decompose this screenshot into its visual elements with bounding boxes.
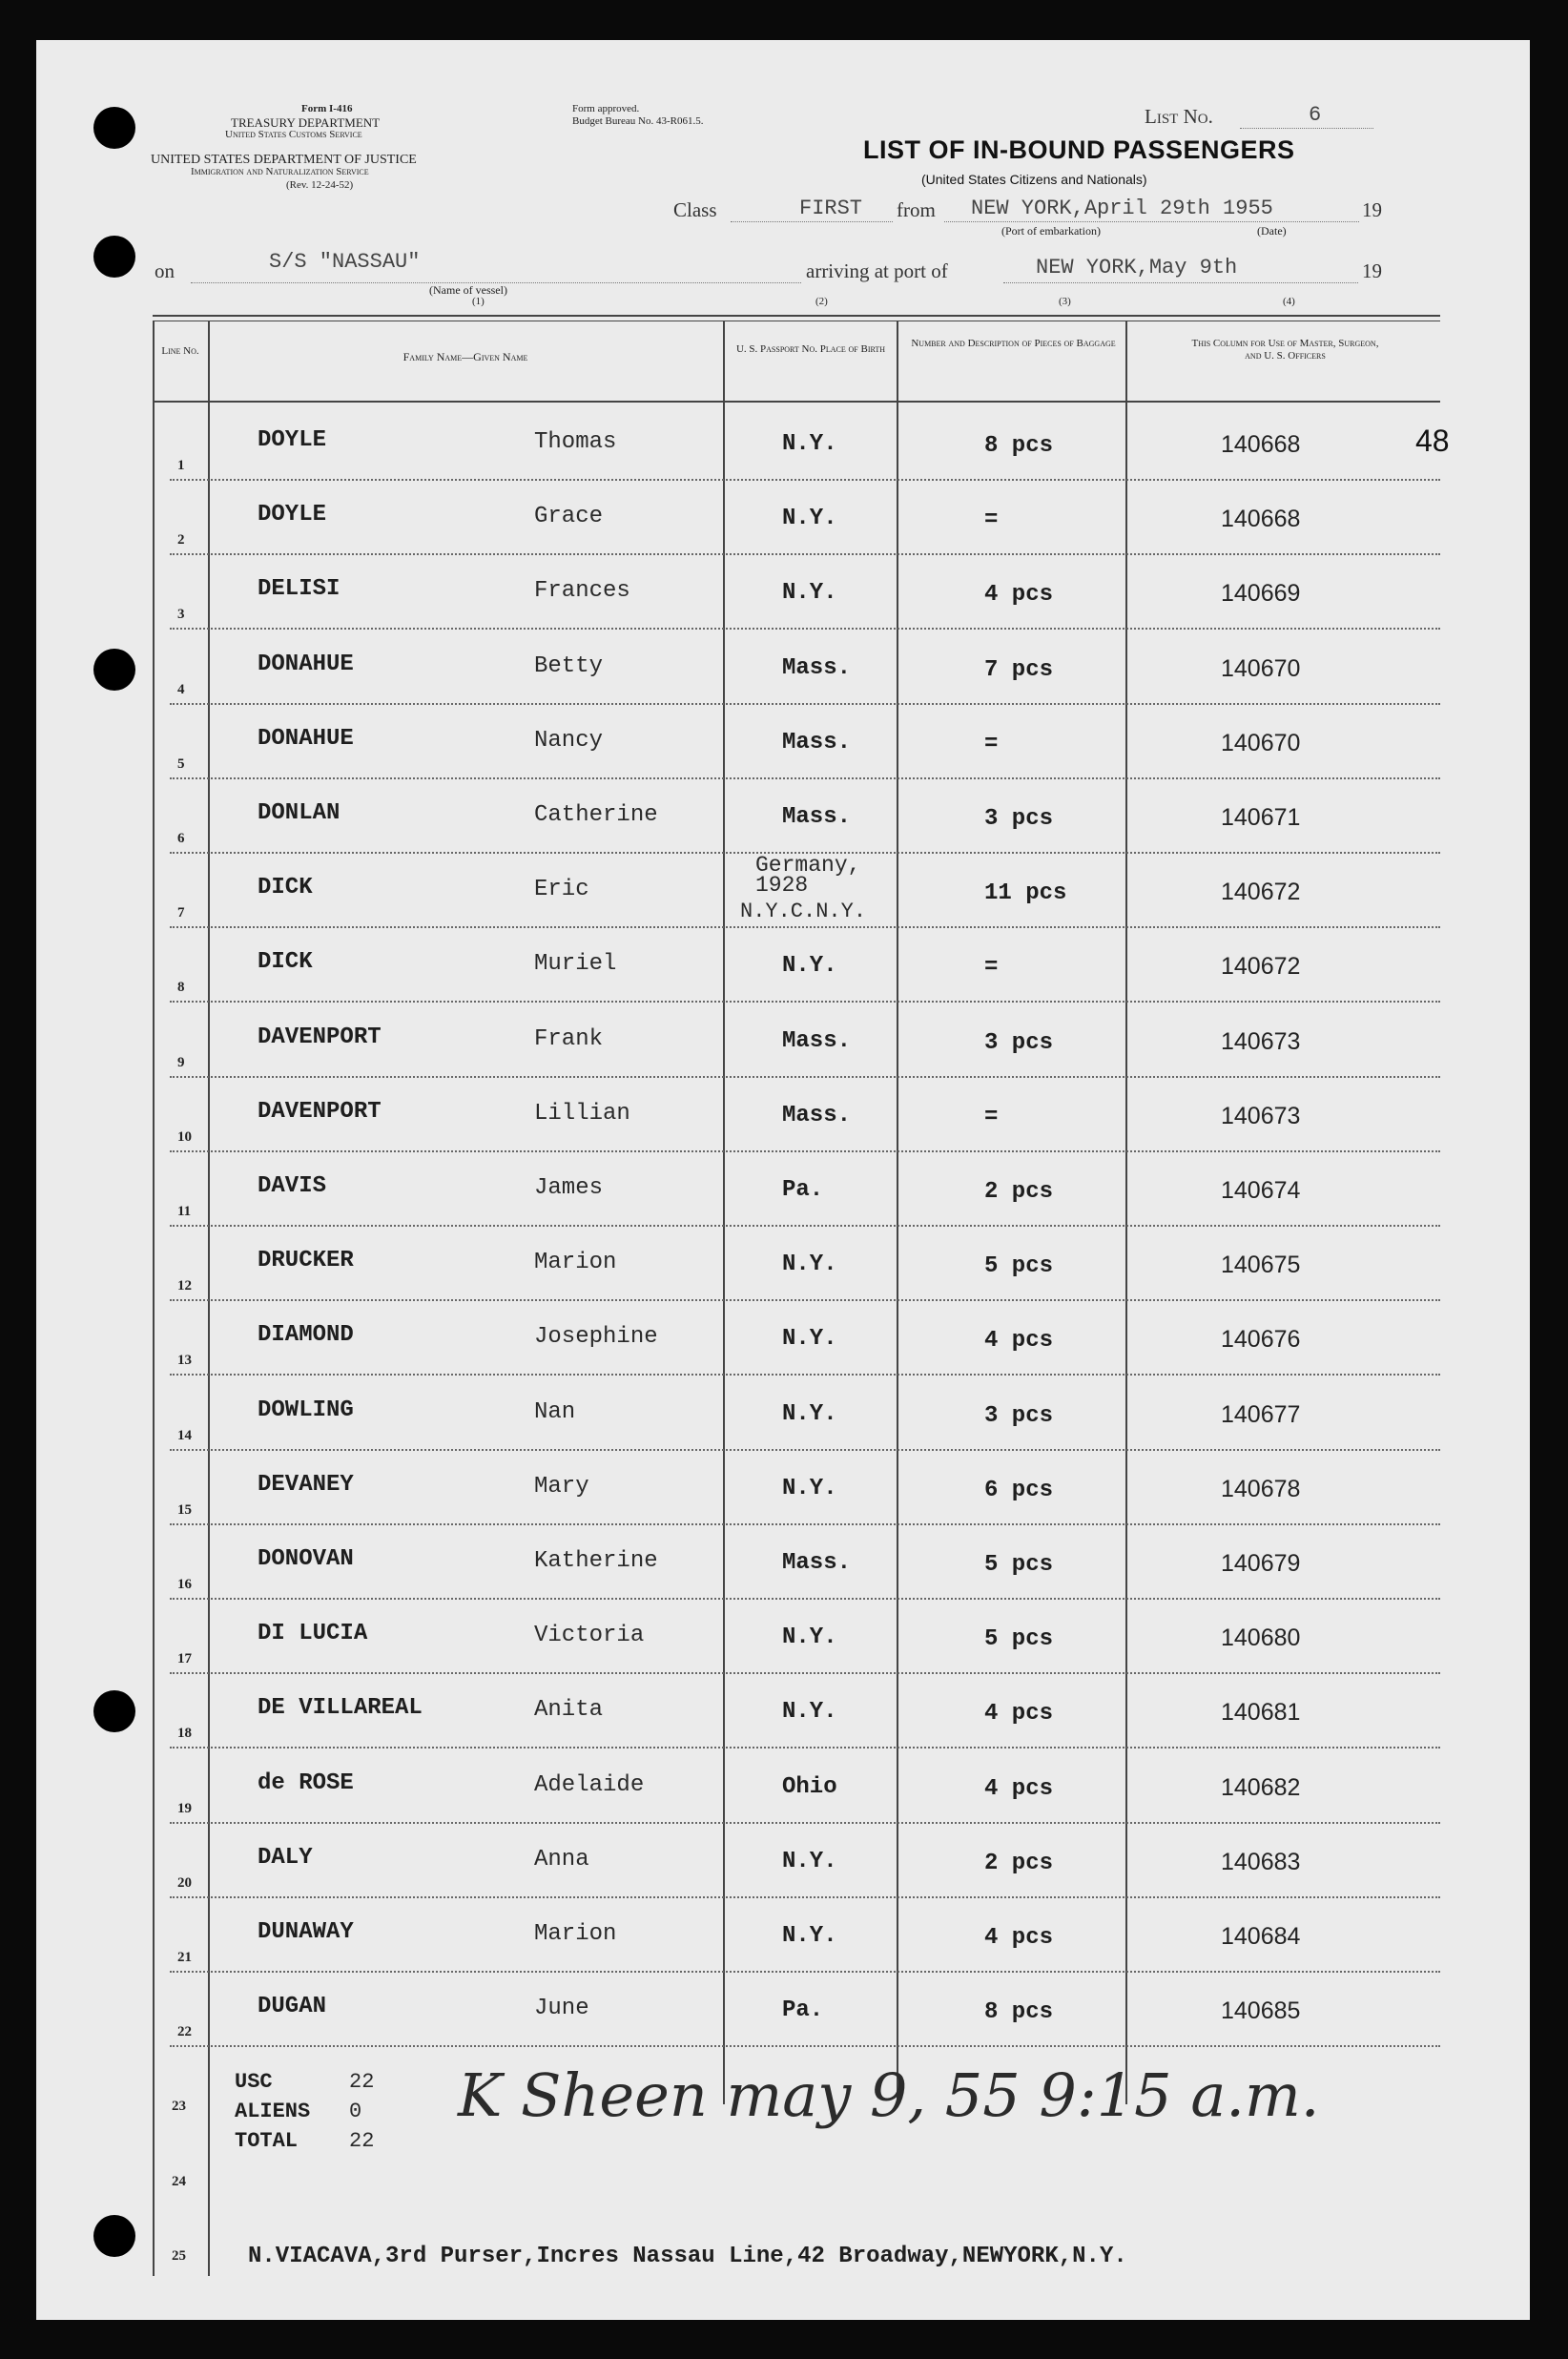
baggage-count: = [984,955,999,982]
binder-hole [93,107,135,149]
officer-number: 140672 [1221,953,1301,981]
row-divider [170,1299,1440,1301]
given-name: June [534,1996,589,2022]
family-name: DONAHUE [258,725,354,752]
birth-place: Mass. [782,654,852,681]
line-number: 8 [177,980,185,996]
list-no-label: List No. [1145,105,1213,128]
treasury-dept: TREASURY DEPARTMENT [231,115,381,130]
baggage-count: 3 pcs [984,1402,1054,1429]
family-name: de ROSE [258,1769,354,1796]
arriving-line [1003,282,1358,283]
family-name: DONAHUE [258,651,354,677]
row-divider [170,1747,1440,1749]
baggage-count: 7 pcs [984,656,1054,683]
birth-place: N.Y. [782,1923,837,1949]
given-name: Muriel [534,951,617,978]
row-divider [170,1374,1440,1376]
given-name: Grace [534,504,604,530]
given-name: James [534,1175,604,1201]
vessel-caption: (Name of vessel) [429,283,507,297]
page-title: LIST OF IN-BOUND PASSENGERS [863,135,1295,164]
col-header-passport: U. S. Passport No. Place of Birth [735,343,886,355]
given-name: Josephine [534,1324,658,1351]
line-number: 14 [177,1427,192,1443]
family-name: DI LUCIA [258,1621,368,1647]
birth-place: N.Y. [782,1400,837,1427]
row-divider [170,553,1440,555]
row-divider [170,1001,1440,1003]
col-header-baggage: Number and Description of Pieces of Baggage [911,338,1116,349]
handwritten-signature: K Sheen may 9, 55 9:15 a.m. [458,2060,1320,2130]
officer-number: 140670 [1221,729,1301,756]
line-number: 23 [172,2099,186,2115]
baggage-count: 3 pcs [984,1029,1054,1056]
given-name: Anita [534,1697,604,1724]
row-divider [170,1971,1440,1973]
col-divider [897,321,898,2104]
officer-number: 140682 [1221,1773,1301,1801]
birth-place: Germany, 1928 [755,853,861,899]
baggage-count: 4 pcs [984,1775,1054,1802]
baggage-count: 8 pcs [984,433,1054,459]
row-divider [170,777,1440,779]
given-name: Anna [534,1846,589,1873]
from-label: from [897,198,936,221]
class-line [731,221,893,222]
officer-number: 140681 [1221,1699,1301,1727]
birth-place: Mass. [782,1550,852,1576]
given-name: Katherine [534,1548,658,1574]
col-divider [1125,321,1127,2104]
vessel-name: S/S "NASSAU" [269,250,421,274]
officer-number: 140683 [1221,1848,1301,1875]
baggage-count: 3 pcs [984,806,1054,832]
date-caption: (Date) [1257,224,1287,238]
list-no-value: 6 [1309,103,1322,127]
baggage-count: 2 pcs [984,1179,1054,1205]
customs-service: United States Customs Service [225,129,362,140]
aliens-value: 0 [349,2100,362,2123]
table-top-rule [153,315,1440,317]
baggage-count: 6 pcs [984,1477,1054,1503]
binder-hole [93,236,135,278]
col-num-4: (4) [1283,296,1295,307]
birth-place: Mass. [782,1102,852,1128]
usc-value: 22 [349,2070,375,2094]
line-number: 3 [177,607,185,623]
family-name: DOYLE [258,427,327,453]
birth-place: N.Y. [782,1475,837,1501]
year-1: 19 [1362,198,1382,221]
family-name: DELISI [258,576,340,603]
birth-place: N.Y. [782,1326,837,1353]
birth-place: N.Y. [782,1848,837,1874]
given-name: Catherine [534,802,658,828]
officer-number: 140684 [1221,1923,1301,1950]
family-name: DEVANEY [258,1471,354,1498]
officer-number: 140669 [1221,580,1301,608]
row-divider [170,1672,1440,1674]
birth-place: Mass. [782,804,852,830]
officer-number: 140670 [1221,654,1301,682]
row-divider [170,1523,1440,1525]
baggage-count: 8 pcs [984,1999,1054,2026]
header-bottom-rule [153,401,1440,403]
baggage-count: 5 pcs [984,1552,1054,1578]
line-number: 1 [177,458,185,473]
officer-number: 140673 [1221,1102,1301,1129]
line-number: 7 [177,905,185,921]
col-num-2: (2) [815,296,828,307]
birth-place: N.Y. [782,1624,837,1651]
page-subtitle: (United States Citizens and Nationals) [921,172,1147,187]
line-number: 21 [177,1950,192,1965]
officer-number: 140677 [1221,1400,1301,1428]
line-number: 6 [177,831,185,846]
row-divider [170,1896,1440,1898]
birth-place: N.Y. [782,431,837,457]
col-header-name: Family Name—Given Name [402,350,528,363]
given-name: Marion [534,1250,617,1276]
officer-number: 140668 [1221,431,1301,458]
justice-dept: UNITED STATES DEPARTMENT OF JUSTICE [151,153,417,167]
given-name: Frank [534,1025,604,1052]
officer-number: 140673 [1221,1027,1301,1055]
baggage-count: 4 pcs [984,1328,1054,1355]
officer-number: 140680 [1221,1624,1301,1652]
baggage-count: = [984,507,999,534]
line-number: 15 [177,1501,192,1518]
line-number: 5 [177,755,185,772]
birth-place: Ohio [782,1773,837,1800]
list-no-line [1240,128,1373,129]
given-name: Eric [534,877,589,903]
baggage-count: 5 pcs [984,1626,1054,1653]
officer-number: 140678 [1221,1475,1301,1502]
line-number: 19 [177,1800,192,1816]
col-divider [153,321,155,2276]
col-divider [723,321,725,2104]
officer-number: 140668 [1221,506,1301,533]
port-caption: (Port of embarkation) [1001,224,1101,238]
family-name: DAVENPORT [258,1024,382,1050]
budget-bureau: Budget Bureau No. 43-R061.5. [572,115,704,127]
family-name: DUGAN [258,1994,327,2020]
family-name: DICK [258,875,313,901]
family-name: DONLAN [258,800,340,826]
binder-hole [93,1690,135,1732]
birth-place: N.Y. [782,506,837,532]
row-divider [170,703,1440,705]
arriving-label: arriving at port of [806,259,948,282]
officer-number: 140679 [1221,1550,1301,1577]
line-number: 9 [177,1054,185,1070]
row-divider [170,2045,1440,2047]
binder-hole [93,649,135,691]
row-divider [170,1150,1440,1152]
given-name: Victoria [534,1623,645,1649]
given-name: Mary [534,1473,589,1500]
family-name: DOWLING [258,1397,354,1423]
line-number: 25 [172,2247,186,2264]
on-label: on [155,259,175,282]
family-name: DIAMOND [258,1322,354,1349]
aliens-label: ALIENS [235,2100,311,2123]
row-divider [170,1449,1440,1451]
row-divider [170,1225,1440,1227]
given-name: Marion [534,1921,617,1947]
family-name: DALY [258,1844,313,1871]
baggage-count: 11 pcs [984,880,1067,907]
class-label: Class [673,198,717,221]
baggage-count: = [984,1104,999,1130]
officer-number: 140672 [1221,879,1301,906]
line-number: 18 [177,1726,192,1742]
form-approved: Form approved. [572,103,640,114]
col-num-3: (3) [1059,296,1071,307]
birth-place-detail: N.Y.C.N.Y. [740,900,867,924]
form-number: Form I-416 [301,103,353,114]
baggage-count: 4 pcs [984,1701,1054,1728]
birth-place: N.Y. [782,953,837,980]
margin-number: 48 [1415,424,1450,458]
given-name: Betty [534,652,604,679]
officer-number: 140674 [1221,1177,1301,1204]
line-number: 2 [177,532,185,548]
binder-hole [93,2215,135,2257]
given-name: Thomas [534,429,617,455]
line-number: 16 [177,1577,192,1592]
family-name: DAVIS [258,1173,327,1199]
row-divider [170,926,1440,928]
birth-place: N.Y. [782,1252,837,1278]
birth-place: Pa. [782,1177,824,1203]
row-divider [170,1822,1440,1824]
line-number: 13 [177,1353,192,1369]
year-2: 19 [1362,259,1382,282]
family-name: DAVENPORT [258,1098,382,1125]
line-number: 24 [172,2173,186,2189]
baggage-count: 4 pcs [984,582,1054,609]
officer-number: 140676 [1221,1326,1301,1354]
given-name: Lillian [534,1100,630,1127]
arriving-value: NEW YORK,May 9th [1036,256,1238,279]
baggage-count: 5 pcs [984,1253,1054,1280]
given-name: Nan [534,1398,576,1425]
birth-place: Mass. [782,1027,852,1054]
col-divider [208,321,210,2276]
given-name: Adelaide [534,1771,645,1798]
col-num-1: (1) [472,296,485,307]
line-number: 20 [177,1874,192,1891]
col-header-officers: This Column for Use of Master, Surgeon, and U. S. Officers [1191,338,1379,362]
footer-purser-line: N.VIACAVA,3rd Purser,Incres Nassau Line,42 Broadway,NEWYORK,N.Y. [248,2244,1127,2269]
class-value: FIRST [799,197,863,220]
family-name: DE VILLAREAL [258,1695,423,1722]
from-value: NEW YORK,April 29th 1955 [971,197,1273,220]
total-value: 22 [349,2129,375,2153]
line-number: 10 [177,1128,192,1145]
line-number: 22 [177,2024,192,2040]
family-name: DOYLE [258,502,327,528]
baggage-count: = [984,731,999,757]
line-number: 11 [177,1204,192,1219]
from-line [944,221,1359,222]
usc-label: USC [235,2070,273,2094]
total-label: TOTAL [235,2129,299,2153]
row-divider [170,628,1440,630]
birth-place: N.Y. [782,1699,837,1726]
form-revision: (Rev. 12-24-52) [286,179,354,191]
line-number: 17 [177,1651,192,1667]
row-divider [170,479,1440,481]
baggage-count: 2 pcs [984,1850,1054,1876]
birth-place: N.Y. [782,580,837,607]
family-name: DONOVAN [258,1546,354,1572]
officer-number: 140685 [1221,1997,1301,2025]
ins-service: Immigration and Naturalization Service [191,166,369,177]
row-divider [170,1076,1440,1078]
family-name: DICK [258,949,313,976]
officer-number: 140675 [1221,1252,1301,1279]
given-name: Nancy [534,727,604,754]
line-number: 12 [177,1278,192,1294]
officer-number: 140671 [1221,804,1301,831]
family-name: DRUCKER [258,1248,354,1274]
baggage-count: 4 pcs [984,1925,1054,1951]
row-divider [170,1598,1440,1600]
birth-place: Pa. [782,1997,824,2024]
line-number: 4 [177,681,185,697]
birth-place: Mass. [782,729,852,755]
given-name: Frances [534,578,630,605]
family-name: DUNAWAY [258,1919,354,1945]
col-header-line: Line No. [161,345,199,357]
